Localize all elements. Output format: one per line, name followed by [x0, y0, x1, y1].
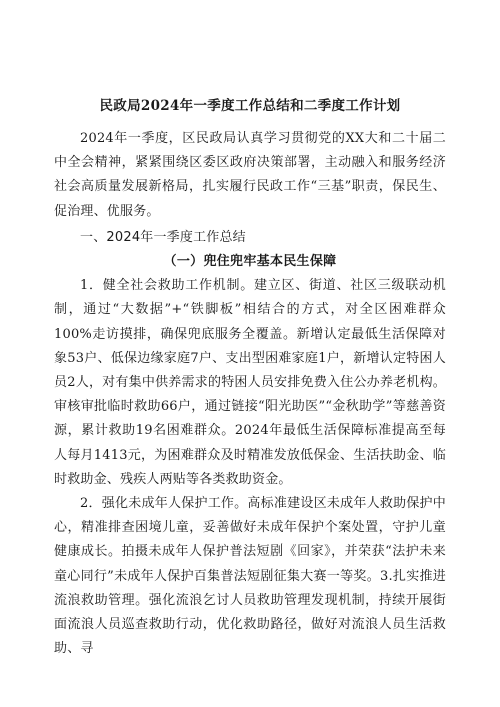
subsection-heading: （一）兜住兜牢基本民生保障: [163, 254, 337, 270]
intro-paragraph: 2024年一季度，区民政局认真学习贯彻党的XX大和二十届二中全会精神，紧紧围绕区委区政府决策部署，主动融入和服务经济社会高质量发展新格局，扎实履行民政工作“三基”职责，保民生、促治理、优服务。: [54, 131, 446, 219]
item-paragraph-2: 2．强化未成年人保护工作。高标准建设区未成年人救助保护中心，精准排查困境儿童，妥善做好未成年保护个案处置，守护儿童健康成长。拍摄未成年人保护普法短剧《回家》，并荣获“法护未来童心同行”未成年人保护百集普法短剧征集大赛一等奖。3.扎实推进流浪救助管理。强化流浪乞讨人员救助管理发现机制，持续开展街面流浪人员巡查救助行动，优化救助路径，做好对流浪人员生活救助、寻: [54, 496, 446, 657]
section-heading: 一、2024年一季度工作总结: [80, 229, 246, 245]
item-paragraph-1: 1．健全社会救助工作机制。建立区、街道、社区三级联动机制，通过“大数据”+“铁脚板”相结合的方式，对全区困难群众100%走访摸排，确保兜底服务全覆盖。新增认定最低生活保障对象53户、低保边缘家庭7户、支出型困难家庭1户，新增认定特困人员2人，对有集中供养需求的特困人员安排免费入住公办养老机构。审核审批临时救助66户，通过链接“阳光助医”“金秋助学”等慈善资源，累计救助19名困难群众。2024年最低生活保障标准提高至每人每月1413元，为困难群众及时精准发放低保金、生活扶助金、临时救助金、残疾人两贴等各类救助资金。: [54, 278, 446, 487]
document-title: 民政局2024年一季度工作总结和二季度工作计划: [99, 98, 401, 114]
